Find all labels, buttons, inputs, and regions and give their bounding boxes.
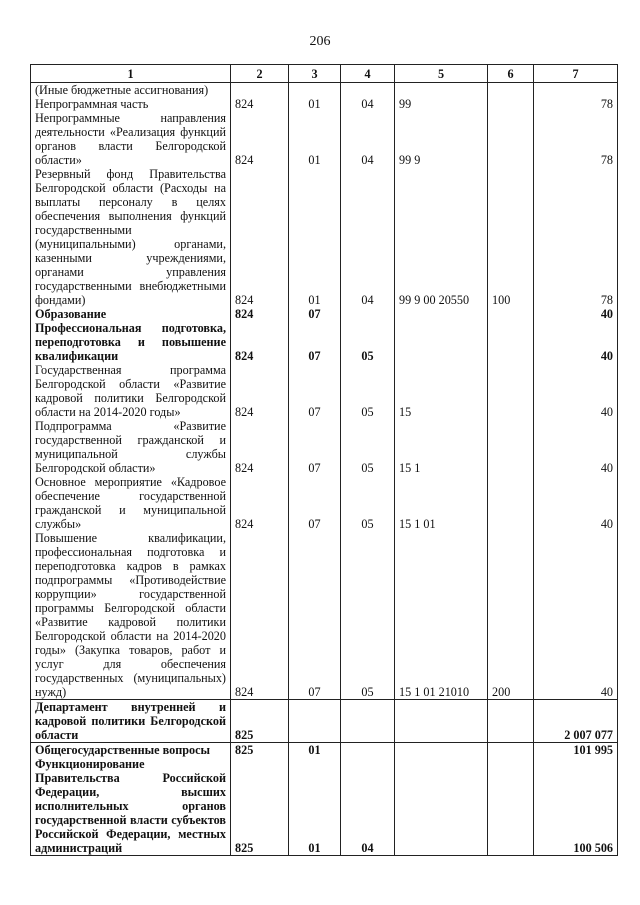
row-name-cell: Повышение квалификации, профессиональная подготовка и переподготовка кадров в рамках подпрограммы «Противодействие коррупции» государственной программы Белгородской области «Развитие кадровой политики Белгородской области на 2014-2020 годы» (Закупка товаров, работ и услуг для обеспечения государственных (муниципальных) нужд) xyxy=(31,531,231,700)
row-code-cell: 824 xyxy=(231,167,289,307)
page-number: 206 xyxy=(309,34,331,49)
table-row xyxy=(31,167,618,307)
row-subsection-cell: 05 xyxy=(341,363,395,419)
row-amount-cell: 2 007 077 xyxy=(534,700,618,743)
row-amount-cell: 40 xyxy=(534,321,618,363)
row-target-article-cell xyxy=(395,321,488,363)
row-amount-cell: 78 xyxy=(534,111,618,167)
row-expense-type-cell xyxy=(488,363,534,419)
row-code-cell: 824 xyxy=(231,307,289,321)
table-row xyxy=(31,475,618,531)
row-name-cell: Департамент внутренней и кадровой политики Белгородской области xyxy=(31,700,231,743)
row-section-cell: 07 xyxy=(289,419,341,475)
table-row xyxy=(31,363,618,419)
row-target-article-cell xyxy=(395,757,488,856)
row-name-cell: Общегосударственные вопросы xyxy=(31,743,231,758)
row-expense-type-cell: 100 xyxy=(488,167,534,307)
row-subsection-cell xyxy=(341,743,395,758)
row-expense-type-cell xyxy=(488,321,534,363)
column-header: 5 xyxy=(395,65,488,83)
row-target-article-cell: 99 9 xyxy=(395,111,488,167)
row-amount-cell: 40 xyxy=(534,363,618,419)
table-row xyxy=(31,111,618,167)
row-target-article-cell xyxy=(395,743,488,758)
row-expense-type-cell xyxy=(488,475,534,531)
row-name-cell: Резервный фонд Правительства Белгородской области (Расходы на выплаты персоналу в целях обеспечения выполнения функций государственными (муниципальными) органами, казенными учреждениями, органами управления государственными внебюджетными фондами) xyxy=(31,167,231,307)
row-amount-cell: 40 xyxy=(534,419,618,475)
column-header: 4 xyxy=(341,65,395,83)
row-code-cell: 824 xyxy=(231,321,289,363)
row-target-article-cell: 99 9 00 20550 xyxy=(395,167,488,307)
row-target-article-cell xyxy=(395,83,488,98)
row-amount-cell xyxy=(534,83,618,98)
table-row xyxy=(31,307,618,321)
row-code-cell: 824 xyxy=(231,97,289,111)
row-name-cell: Профессиональная подготовка, переподготовка и повышение квалификации xyxy=(31,321,231,363)
column-header: 2 xyxy=(231,65,289,83)
row-section-cell: 07 xyxy=(289,321,341,363)
row-name-cell: Непрограммные направления деятельности «Реализация функций органов власти Белгородской области» xyxy=(31,111,231,167)
row-target-article-cell xyxy=(395,307,488,321)
row-amount-cell: 40 xyxy=(534,307,618,321)
row-subsection-cell: 04 xyxy=(341,97,395,111)
table-row xyxy=(31,83,618,98)
row-target-article-cell: 15 1 xyxy=(395,419,488,475)
row-code-cell: 824 xyxy=(231,531,289,700)
row-target-article-cell: 15 1 01 xyxy=(395,475,488,531)
row-name-cell: Государственная программа Белгородской области «Развитие кадровой политики Белгородской области на 2014-2020 годы» xyxy=(31,363,231,419)
row-subsection-cell: 04 xyxy=(341,167,395,307)
row-expense-type-cell xyxy=(488,419,534,475)
row-target-article-cell xyxy=(395,700,488,743)
row-section-cell: 07 xyxy=(289,363,341,419)
row-subsection-cell: 04 xyxy=(341,757,395,856)
row-subsection-cell: 05 xyxy=(341,419,395,475)
row-expense-type-cell xyxy=(488,83,534,98)
row-expense-type-cell xyxy=(488,97,534,111)
row-expense-type-cell xyxy=(488,111,534,167)
row-subsection-cell xyxy=(341,700,395,743)
table-row xyxy=(31,97,618,111)
table-row xyxy=(31,700,618,743)
row-section-cell: 01 xyxy=(289,743,341,758)
row-section-cell: 01 xyxy=(289,167,341,307)
row-name-cell: Подпрограмма «Развитие государственной гражданской и муниципальной службы Белгородской области» xyxy=(31,419,231,475)
row-code-cell: 824 xyxy=(231,111,289,167)
row-amount-cell: 101 995 xyxy=(534,743,618,758)
row-subsection-cell: 05 xyxy=(341,321,395,363)
row-name-cell: Образование xyxy=(31,307,231,321)
row-section-cell: 01 xyxy=(289,97,341,111)
row-code-cell: 824 xyxy=(231,363,289,419)
row-name-cell: (Иные бюджетные ассигнования) xyxy=(31,83,231,98)
row-subsection-cell: 05 xyxy=(341,475,395,531)
column-header: 3 xyxy=(289,65,341,83)
row-section-cell: 01 xyxy=(289,111,341,167)
table-row xyxy=(31,321,618,363)
table-row xyxy=(31,531,618,700)
row-expense-type-cell xyxy=(488,307,534,321)
row-amount-cell: 40 xyxy=(534,531,618,700)
row-expense-type-cell xyxy=(488,743,534,758)
row-subsection-cell: 05 xyxy=(341,531,395,700)
row-section-cell xyxy=(289,83,341,98)
row-name-cell: Функционирование Правительства Российской Федерации, высших исполнительных органов государственной власти субъектов Российской Федерации, местных администраций xyxy=(31,757,231,856)
row-amount-cell: 78 xyxy=(534,167,618,307)
row-target-article-cell: 15 1 01 21010 xyxy=(395,531,488,700)
row-target-article-cell: 15 xyxy=(395,363,488,419)
row-name-cell: Основное мероприятие «Кадровое обеспечение государственной гражданской и муниципальной службы» xyxy=(31,475,231,531)
table-header-row xyxy=(31,65,618,83)
table-row xyxy=(31,419,618,475)
row-code-cell: 825 xyxy=(231,757,289,856)
row-section-cell: 07 xyxy=(289,475,341,531)
row-subsection-cell: 04 xyxy=(341,111,395,167)
row-expense-type-cell xyxy=(488,700,534,743)
row-expense-type-cell: 200 xyxy=(488,531,534,700)
row-expense-type-cell xyxy=(488,757,534,856)
row-section-cell: 01 xyxy=(289,757,341,856)
row-code-cell: 824 xyxy=(231,419,289,475)
column-header: 6 xyxy=(488,65,534,83)
row-subsection-cell xyxy=(341,83,395,98)
row-code-cell xyxy=(231,83,289,98)
row-code-cell: 825 xyxy=(231,700,289,743)
row-code-cell: 825 xyxy=(231,743,289,758)
row-section-cell: 07 xyxy=(289,531,341,700)
table-row xyxy=(31,757,618,856)
row-section-cell xyxy=(289,700,341,743)
row-amount-cell: 40 xyxy=(534,475,618,531)
row-name-cell: Непрограммная часть xyxy=(31,97,231,111)
table-row xyxy=(31,743,618,758)
column-header: 7 xyxy=(534,65,618,83)
row-target-article-cell: 99 xyxy=(395,97,488,111)
row-subsection-cell xyxy=(341,307,395,321)
row-amount-cell: 78 xyxy=(534,97,618,111)
column-header: 1 xyxy=(31,65,231,83)
row-code-cell: 824 xyxy=(231,475,289,531)
row-amount-cell: 100 506 xyxy=(534,757,618,856)
row-section-cell: 07 xyxy=(289,307,341,321)
budget-table xyxy=(30,64,618,856)
